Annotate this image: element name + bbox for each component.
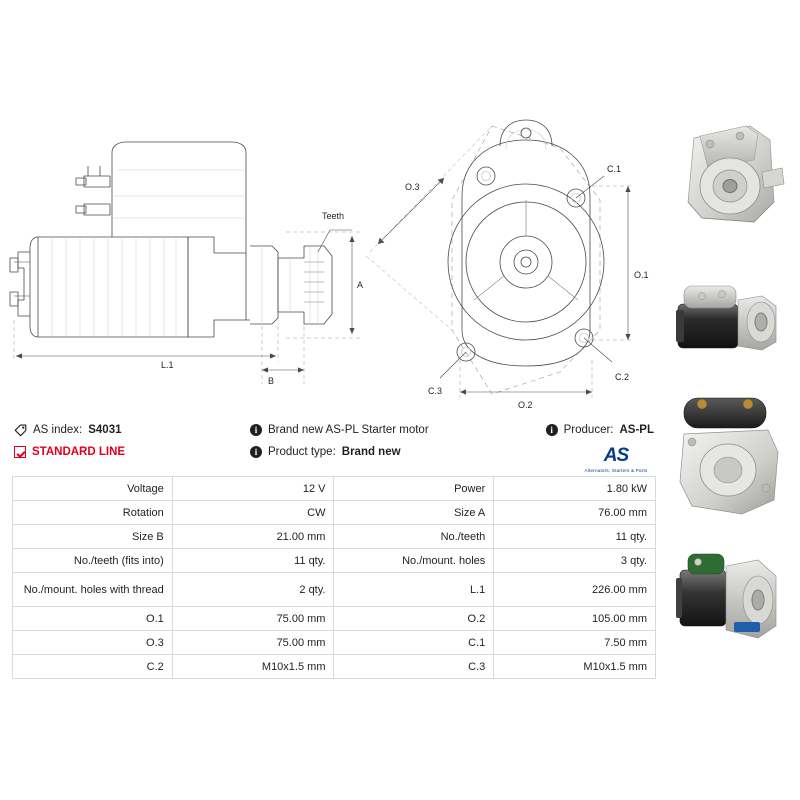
drawing-svg — [0, 0, 660, 410]
aspl-logo-subtitle: Alternators, Starters & Parts — [584, 468, 648, 473]
spec-label: No./teeth (fits into) — [13, 549, 173, 573]
starter-photo-front-angle[interactable] — [658, 110, 794, 246]
spec-value: CW — [172, 501, 334, 525]
label-o3: O.3 — [405, 182, 420, 192]
label-teeth: Teeth — [322, 211, 345, 221]
standard-line-badge — [14, 446, 125, 458]
product-type-cell — [250, 446, 518, 458]
spec-label: O.3 — [13, 631, 173, 655]
spec-label: Power — [334, 477, 494, 501]
product-type-value: Brand new — [341, 446, 401, 458]
table-row — [13, 607, 656, 631]
as-index-label: AS index: — [33, 424, 83, 436]
producer-value: AS-PL — [619, 424, 654, 436]
spec-value: 75.00 mm — [172, 607, 334, 631]
specifications-table — [12, 476, 656, 679]
starter-photo-rear-angle[interactable] — [658, 530, 794, 666]
as-index-value: S4031 — [88, 424, 122, 436]
spec-value: 2 qty. — [172, 573, 334, 607]
spec-value: 12 V — [172, 477, 334, 501]
spec-label: O.2 — [334, 607, 494, 631]
description-cell — [250, 424, 518, 436]
table-row — [13, 573, 656, 607]
info-icon: i — [546, 424, 558, 436]
producer-label: Producer: — [563, 424, 614, 436]
starter-photo-solenoid-top[interactable] — [658, 390, 794, 526]
info-row-1 — [14, 420, 654, 440]
label-b: B — [268, 376, 275, 386]
aspl-logo — [578, 446, 654, 473]
label-c3: C.3 — [428, 386, 443, 396]
table-row — [13, 525, 656, 549]
spec-value: 7.50 mm — [494, 631, 656, 655]
standard-line-cell — [14, 446, 250, 458]
product-photo-gallery — [658, 110, 794, 666]
spec-label: L.1 — [334, 573, 494, 607]
spec-label: C.1 — [334, 631, 494, 655]
table-row — [13, 477, 656, 501]
starter-photo-side-black[interactable] — [658, 250, 794, 386]
info-icon: i — [250, 424, 262, 436]
label-o1: O.1 — [634, 270, 649, 280]
product-type-label: Product type: — [268, 446, 336, 458]
aspl-logo-text: AS — [603, 445, 629, 466]
spec-value: M10x1.5 mm — [494, 655, 656, 679]
as-index-cell — [14, 424, 250, 437]
spec-label: C.2 — [13, 655, 173, 679]
spec-value: 21.00 mm — [172, 525, 334, 549]
label-c1: C.1 — [607, 164, 622, 174]
spec-label: No./mount. holes with thread — [13, 573, 173, 607]
label-a: A — [357, 280, 364, 290]
label-c2: C.2 — [615, 372, 630, 382]
spec-label: C.3 — [334, 655, 494, 679]
info-icon: i — [250, 446, 262, 458]
spec-value: 75.00 mm — [172, 631, 334, 655]
producer-cell — [518, 424, 654, 436]
spec-value: 11 qty. — [494, 525, 656, 549]
table-row — [13, 549, 656, 573]
product-description: Brand new AS-PL Starter motor — [268, 424, 429, 436]
spec-label: No./mount. holes — [334, 549, 494, 573]
product-info-block — [14, 420, 654, 464]
spec-label: Size A — [334, 501, 494, 525]
table-row — [13, 655, 656, 679]
spec-value: 76.00 mm — [494, 501, 656, 525]
technical-drawings — [0, 0, 660, 410]
label-l1: L.1 — [161, 360, 174, 370]
table-row — [13, 501, 656, 525]
spec-label: Voltage — [13, 477, 173, 501]
spec-label: No./teeth — [334, 525, 494, 549]
info-row-2 — [14, 440, 654, 464]
spec-value: 3 qty. — [494, 549, 656, 573]
spec-value: 11 qty. — [172, 549, 334, 573]
spec-value: 226.00 mm — [494, 573, 656, 607]
check-icon — [14, 446, 26, 458]
spec-label: Rotation — [13, 501, 173, 525]
spec-value: 1.80 kW — [494, 477, 656, 501]
spec-value: M10x1.5 mm — [172, 655, 334, 679]
spec-label: Size B — [13, 525, 173, 549]
spec-label: O.1 — [13, 607, 173, 631]
spec-table-body — [13, 477, 656, 679]
label-o2: O.2 — [518, 400, 533, 410]
table-row — [13, 631, 656, 655]
tag-icon — [14, 424, 27, 437]
standard-line-label: STANDARD LINE — [32, 446, 126, 458]
spec-value: 105.00 mm — [494, 607, 656, 631]
